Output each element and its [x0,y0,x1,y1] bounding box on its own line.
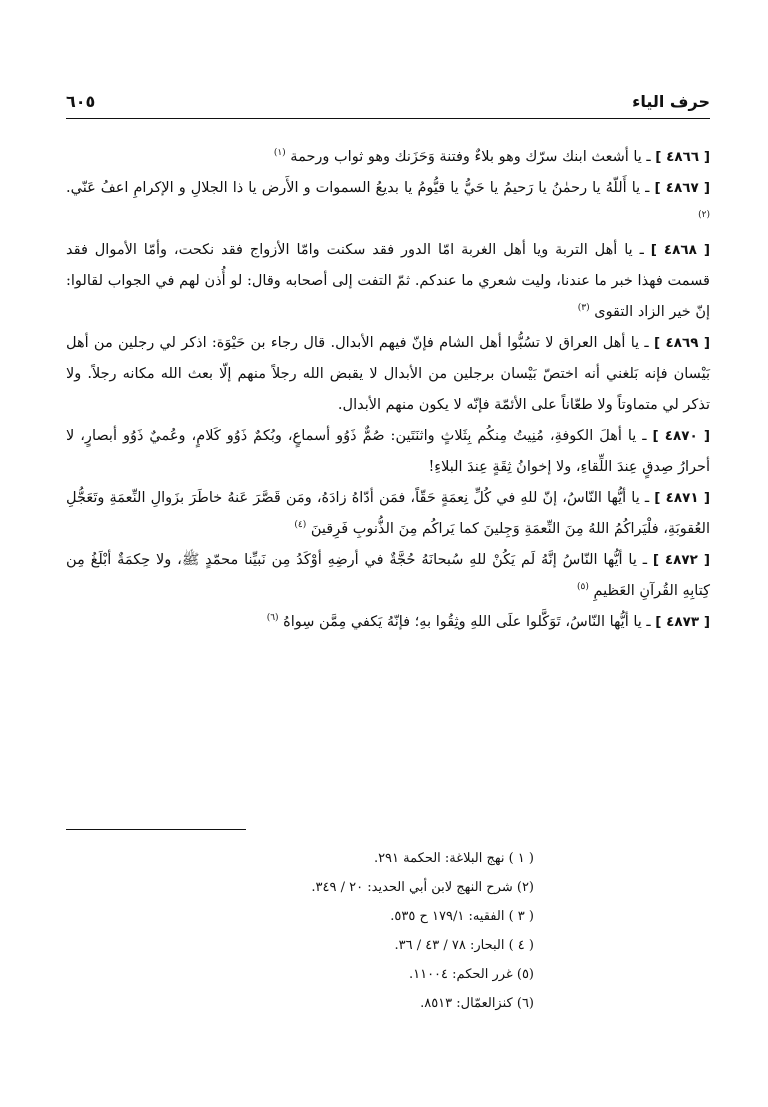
saying-entry [66,607,710,638]
footnote-ref: (٣) [577,303,590,314]
page-number: ٦٠٥ [66,92,96,111]
saying-number: [ ٤٨٦٧ ] [654,180,711,196]
saying-number: [ ٤٨٦٦ ] [655,149,710,165]
footnote: ( ٣ ) الفقيه: ١٧٩/١ ح ٥٣٥. [390,909,534,924]
saying-number: [ ٤٨٧٢ ] [652,552,710,568]
saying-entry [66,142,710,173]
saying-number: [ ٤٨٧٠ ] [652,428,711,444]
footnote-ref: (٥) [576,582,589,593]
footnote: ( ٤ ) البحار: ٧٨ / ٤٣ / ٣٦. [394,938,534,953]
book-page [66,0,710,1107]
running-header [66,88,710,119]
footnote: (٥) غرر الحكم: ١١٠٠٤. [408,967,534,982]
saying-entry [66,545,710,607]
sayings-list [66,142,710,638]
footnote: (٦) كنزالعمّال: ٨٥١٣. [420,996,534,1011]
footnote: (٢) شرح النهج لابن أبي الحديد: ٢٠ / ٣٤٩. [311,880,534,895]
saying-number: [ ٤٨٦٩ ] [653,335,711,351]
saying-number: [ ٤٨٧١ ] [654,490,711,506]
saying-text: ـ يا أيُّها النّاسُ إنَّهُ لَم يَكُنْ للهِ سُبحانَهُ حُجَّةٌ في أرضِهِ أوْكَدُ مِن نَبيِّنا محمّدٍ ﷺ، ولا حِكمَةٌ أبْلَغُ مِن كِتابِهِ القُرآنِ العَظيمِ [66,552,710,599]
saying-text: ـ يا أهلَ الكوفةِ، مُنِيتُ مِنكُم بِثَلاثٍ واثنَتَين: صُمٌّ ذَوُو أسماعٍ، وبُكمٌ ذَوُو كَلامٍ، وعُميٌ ذَوُو أبصارٍ، لا أحرارُ صِدقٍ عِندَ اللِّقاءِ، ولا إخوانُ ثِقَةٍ عِندَ البلاءِ! [66,428,710,475]
saying-entry [66,235,710,328]
saying-number: [ ٤٨٧٣ ] [655,614,710,630]
footnote-ref: (٤) [294,520,307,531]
saying-text: ـ يا أهل التربة ويا أهل الغربة امّا الدور فقد سكنت وامّا الأزواج فقد نكحت، وأمّا الأموال فقد قسمت فهذا خبر ما عندنا، وليت شعري ما عندكم. ثمّ التفت إلى أصحابه وقال: لو أُذن لهم في الجواب لقالوا: إنّ خير الزاد التقوى [66,242,710,320]
saying-text: ـ يا أيُّها النّاسُ، تَوَكَّلوا علَى اللهِ وثِقُوا بهِ؛ فإنّهُ يَكفي مِمَّن سِواهُ [283,614,651,630]
saying-entry [66,483,710,545]
saying-text: ـ يا أَللّهُ يا رحمٰنُ يا رَحيمُ يا حَيُّ يا قيُّومُ يا بديعُ السموات و الأَرض يا ذا الجلالِ و الإكرامِ اعفُ عَنّي. [66,180,650,196]
saying-text: ـ يا أيُّها النّاسُ، إنّ للهِ في كُلِّ نِعمَةٍ حَقّاً، فمَن أدّاهُ زادَهُ، ومَن قَصَّرَ عَنهُ خاطَرَ بزَوالِ النِّعمَةِ وتَعَجُّلِ العُقوبَةِ، فلْيَراكُمُ اللهُ مِنَ النِّعمَةِ وَجِلينَ كما يَراكُم مِنَ الذُّنوبِ فَرِقينَ [66,490,710,537]
footnote-separator [66,829,246,830]
footnote-ref: (٦) [266,613,279,624]
saying-entry [66,421,710,483]
footnote-ref: (٢) [698,210,710,221]
footnote-ref: (١) [273,148,286,159]
chapter-title: حرف الياء [632,92,710,111]
footnote: ( ١ ) نهج البلاغة: الحكمة ٢٩١. [373,851,534,866]
footnotes-section [66,844,534,1018]
saying-entry [66,173,710,235]
saying-number: [ ٤٨٦٨ ] [650,242,710,258]
saying-text: ـ يا أشعث ابنك سرّك وهو بلاءٌ وفتنة وَحَزَنك وهو ثواب ورحمة [290,149,651,165]
saying-entry [66,328,710,421]
saying-text: ـ يا أهل العراق لا تسُبُّوا أهل الشام فإنّ فيهم الأبدال. قال رجاء بن حَيْوَة: اذكر لي رجلين من أهل بَيْسان فإنه بَلغني أنه اختصّ بَيْسان برجلين من الأبدال لا يقبض الله رجلاً منهم إلّا بعث الله مكانه رجلاً. ولا تذكر لي متماوتاً ولا طعّاناً على الأئمّة فإنّه لا يكون منهم الأبدال. [66,335,710,413]
